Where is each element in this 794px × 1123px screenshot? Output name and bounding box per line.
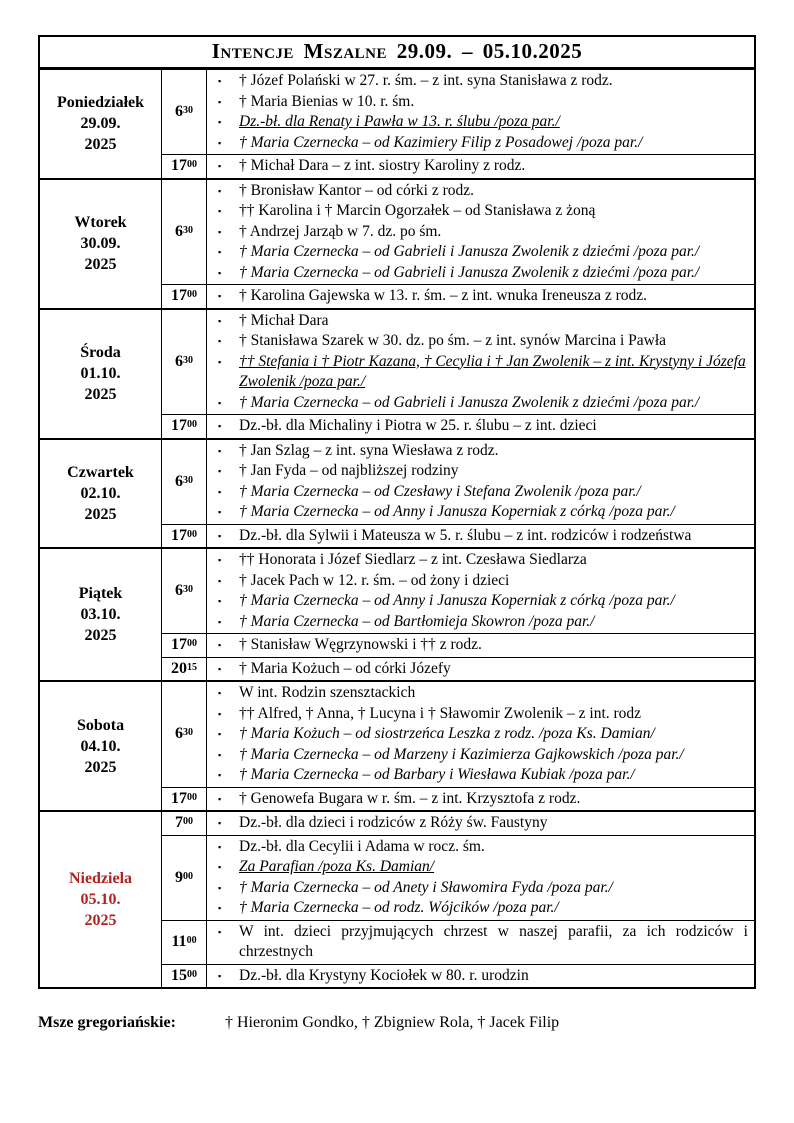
intentions-cell [207,180,754,285]
bullet-icon: ▪ [218,862,222,872]
time-hour: 9 [175,868,183,886]
time-slot-row [162,180,754,285]
time-slots [162,180,754,308]
time-minutes: 00 [187,791,197,803]
intention-item [215,789,748,810]
intentions-cell [207,921,754,964]
intention-text: † Maria Czernecka – od Barbary i Wiesława Kubiak /poza par./ [239,766,635,783]
bullet-icon: ▪ [218,247,222,257]
day-date: 30.09. [80,235,121,252]
intention-item [215,393,748,414]
time-cell [162,155,207,178]
time-cell [162,836,207,920]
intention-item [215,683,748,704]
day-row [40,680,754,810]
intention-text: †† Honorata i Józef Siedlarz – z int. Czesława Siedlarza [239,551,587,568]
day-cell [40,549,162,680]
bullet-icon: ▪ [218,749,222,760]
day-cell [40,310,162,438]
intention-item [215,416,748,437]
intention-item [215,502,748,523]
time-hour: 7 [175,814,183,832]
intention-text: † Jacek Pach w 12. r. śm. – od żony i dzieci [239,571,510,589]
time-slot-row [162,812,754,835]
time-cell [162,658,207,681]
intention-item [215,659,748,680]
day-name: Niedziela [68,870,133,887]
intention-text: † Bronisław Kantor – od córki z rodz. [239,181,475,199]
bullet-icon: ▪ [218,903,222,913]
day-row [40,547,754,680]
intention-item [215,724,748,745]
bullet-icon: ▪ [218,267,222,278]
intention-item [215,286,748,307]
intention-item [215,201,748,222]
intentions-cell [207,682,754,787]
time-hour: 20 [171,659,187,677]
intention-text: †† Stefania i † Piotr Kazana, † Cecylia i † Jan Zwolenik – z int. Krystyny i Józefa Zwolenik /poza par./ [239,352,746,390]
intentions-cell [207,70,754,154]
time-hour: 6 [175,725,183,743]
bullet-icon: ▪ [218,185,222,196]
intentions-cell [207,658,754,681]
day-date: 03.10. [80,606,121,623]
intention-text: Dz.-bł. dla Renaty i Pawła w 13. r. ślubu /poza par./ [239,113,560,130]
time-minutes: 00 [187,419,197,431]
intentions-cell [207,965,754,988]
intention-item [215,571,748,592]
intention-text: † Jan Szlag – z int. syna Wiesława z rodz. [239,441,499,459]
time-slot-row [162,657,754,681]
day-row [40,308,754,438]
time-cell [162,682,207,787]
bullet-icon: ▪ [218,206,222,216]
bullet-icon: ▪ [218,688,222,698]
intention-text: † Maria Kożuch – od córki Józefy [239,659,451,677]
time-cell [162,525,207,548]
time-slot-row [162,549,754,633]
bullet-icon: ▪ [218,486,222,497]
intention-text: Dz.-bł. dla Krystyny Kociołek w 80. r. urodzin [239,966,529,984]
intention-item [215,222,748,243]
intention-item [215,92,748,113]
bullet-icon: ▪ [218,315,222,326]
intention-text: Dz.-bł. dla dzieci i rodziców z Róży św. Faustyny [239,814,548,831]
intention-text: †† Alfred, † Anna, † Lucyna i † Sławomir Zwolenik – z int. rodz [239,704,642,722]
time-cell [162,965,207,988]
bullet-icon: ▪ [218,555,222,565]
time-cell [162,440,207,524]
intention-text: † Maria Czernecka – od Kazimiery Filip z Posadowej /poza par./ [239,133,643,151]
bullet-icon: ▪ [218,530,222,541]
time-cell [162,921,207,964]
day-date: 05.10. [80,891,121,908]
intention-item [215,704,748,725]
time-minutes: 00 [187,968,197,980]
intention-item [215,898,748,919]
intention-item [215,550,748,571]
bullet-icon: ▪ [218,970,222,981]
time-hour: 17 [171,789,187,807]
time-hour: 6 [175,103,183,120]
intention-text: † Maria Czernecka – od Anety i Sławomira Fyda /poza par./ [239,878,613,896]
time-minutes: 00 [187,528,197,540]
time-minutes: 30 [183,584,193,595]
time-minutes: 00 [183,816,193,828]
time-slot-row [162,835,754,920]
bullet-icon: ▪ [218,793,222,804]
bullet-icon: ▪ [218,137,222,148]
intention-item [215,878,748,899]
bullet-icon: ▪ [218,818,222,828]
intention-text: Dz.-bł. dla Michaliny i Piotra w 25. r. ślubu – z int. dzieci [239,417,597,434]
intentions-cell [207,634,754,657]
bullet-icon: ▪ [218,226,222,237]
time-minutes: 00 [186,935,197,946]
time-minutes: 30 [183,727,193,739]
intention-item [215,813,748,834]
intention-text: † Karolina Gajewska w 13. r. śm. – z int. wnuka Ireneusza z rodz. [239,287,648,304]
intention-text: Dz.-bł. dla Cecylii i Adama w rocz. śm. [239,837,485,855]
intentions-cell [207,525,754,548]
day-year: 2025 [84,136,117,154]
intention-item [215,263,748,284]
time-hour: 6 [175,582,183,599]
time-minutes: 30 [183,474,193,486]
day-date: 01.10. [80,365,121,382]
intention-item [215,745,748,766]
intention-item [215,352,748,393]
day-year: 2025 [84,627,117,644]
intention-item [215,922,748,963]
time-slot-row [162,414,754,438]
intention-text: † Maria Czernecka – od Bartłomieja Skowron /poza par./ [239,612,595,630]
intention-text: † Andrzej Jarząb w 7. dz. po śm. [239,222,442,240]
gregorian-masses-names: † Hieronim Gondko, † Zbigniew Rola, † Jacek Filip [225,1014,560,1031]
intention-item [215,966,748,987]
time-slot-row [162,440,754,524]
time-cell [162,180,207,285]
bullet-icon: ▪ [218,117,222,127]
intentions-cell [207,415,754,438]
intention-text: † Michał Dara [239,311,329,329]
time-minutes: 30 [183,354,193,366]
time-slot-row [162,633,754,657]
intention-item [215,635,748,656]
intentions-cell [207,440,754,524]
intention-text: † Maria Czernecka – od Marzeny i Kazimierza Gajkowskich /poza par./ [239,745,684,763]
intention-item [215,311,748,332]
time-cell [162,549,207,633]
mass-intentions-table [38,68,756,989]
bullet-icon: ▪ [218,663,222,674]
intention-text: † Michał Dara – z int. siostry Karoliny z rodz. [239,157,526,174]
time-slot-row [162,524,754,548]
time-hour: 6 [175,222,183,240]
intention-item [215,837,748,858]
intention-item [215,156,748,177]
day-date: 04.10. [80,737,121,755]
intention-item [215,765,748,786]
page-title: Intencje Mszalne 29.09. – 05.10.2025 [38,35,756,69]
intention-text: † Maria Czernecka – od rodz. Wójcików /poza par./ [239,899,559,916]
intention-text: † Józef Polański w 27. r. śm. – z int. syna Stanisława z rodz. [239,72,613,89]
time-minutes: 30 [183,105,193,116]
time-cell [162,634,207,657]
time-slots [162,440,754,548]
day-year: 2025 [84,386,117,403]
time-hour: 6 [175,472,183,490]
intention-text: †† Karolina i † Marcin Ogorzałek – od Stanisława z żoną [239,202,596,219]
intention-text: † Maria Kożuch – od siostrzeńca Leszka z rodz. /poza Ks. Damian/ [239,725,655,742]
gregorian-masses-label: Msze gregoriańskie: [38,1014,176,1031]
day-cell [40,70,162,178]
time-hour: 17 [171,417,187,435]
intention-text: † Maria Bienias w 10. r. śm. [239,92,415,110]
intention-item [215,71,748,92]
time-cell [162,310,207,415]
time-slots [162,70,754,178]
intentions-cell [207,310,754,415]
day-cell [40,682,162,810]
day-name: Sobota [76,716,125,734]
bullet-icon: ▪ [218,356,222,367]
intention-item [215,461,748,482]
intention-text: † Maria Czernecka – od Czesławy i Stefana Zwolenik /poza par./ [239,482,641,500]
time-slot-row [162,154,754,178]
time-slot-row [162,920,754,964]
day-cell [40,440,162,548]
time-slots [162,310,754,438]
time-slot-row [162,964,754,988]
bullet-icon: ▪ [218,161,222,171]
intention-item [215,181,748,202]
time-minutes: 00 [187,159,197,171]
bullet-icon: ▪ [218,336,222,346]
time-hour: 17 [171,157,187,175]
time-slot-row [162,284,754,308]
day-row [40,810,754,987]
intention-item [215,112,748,133]
bullet-icon: ▪ [218,841,222,852]
time-minutes: 15 [187,661,197,673]
intention-text: W int. dzieci przyjmujących chrzest w naszej parafii, za ich rodziców i chrzestnych [239,922,748,960]
day-name: Poniedziałek [56,94,145,112]
intention-text: † Jan Fyda – od najbliższej rodziny [239,462,459,479]
intention-text: W int. Rodzin szensztackich [239,684,416,701]
intentions-cell [207,836,754,920]
day-row [40,178,754,308]
day-name: Wtorek [74,214,127,231]
day-row [40,70,754,178]
bullet-icon: ▪ [218,291,222,301]
day-cell [40,180,162,308]
day-date: 29.09. [80,115,121,133]
day-year: 2025 [84,505,117,523]
day-name: Środa [80,344,121,361]
bullet-icon: ▪ [218,466,222,476]
intention-item [215,591,748,612]
time-cell [162,415,207,438]
time-minutes: 00 [183,870,193,882]
day-year: 2025 [84,758,117,776]
intention-text: † Stanisław Węgrzynowski i †† z rodz. [239,636,482,653]
intention-text: † Maria Czernecka – od Gabrieli i Janusza Zwolenik z dziećmi /poza par./ [239,393,700,411]
bullet-icon: ▪ [218,708,222,719]
time-hour: 17 [171,526,187,544]
time-cell [162,812,207,835]
bullet-icon: ▪ [218,575,222,586]
bullet-icon: ▪ [218,640,222,650]
bullet-icon: ▪ [218,76,222,86]
time-slot-row [162,310,754,415]
intentions-cell [207,285,754,308]
bullet-icon: ▪ [218,770,222,780]
bullet-icon: ▪ [218,96,222,107]
bullet-icon: ▪ [218,397,222,408]
time-cell [162,70,207,154]
bullet-icon: ▪ [218,729,222,739]
intention-text: † Stanisława Szarek w 30. dz. po śm. – z int. synów Marcina i Pawła [239,332,667,349]
time-slots [162,549,754,680]
bullet-icon: ▪ [218,507,222,517]
intention-text: † Maria Czernecka – od Gabrieli i Janusza Zwolenik z dziećmi /poza par./ [239,243,700,260]
intention-text: † Genowefa Bugara w r. śm. – z int. Krzysztofa z rodz. [239,789,581,807]
time-hour: 11 [171,933,187,950]
time-hour: 17 [171,636,187,654]
time-minutes: 30 [183,224,193,236]
time-slot-row [162,682,754,787]
day-name: Czwartek [67,463,134,481]
intention-item [215,857,748,878]
intention-item [215,526,748,547]
time-cell [162,285,207,308]
bullet-icon: ▪ [218,616,222,627]
intentions-cell [207,549,754,633]
time-minutes: 00 [187,289,197,301]
time-slot-row [162,70,754,154]
bullet-icon: ▪ [218,596,222,606]
intention-item [215,441,748,462]
day-row [40,438,754,548]
bullet-icon: ▪ [218,445,222,456]
gregorian-masses-footer [38,1013,756,1033]
time-hour: 15 [171,966,187,984]
day-year: 2025 [84,912,117,929]
time-hour: 6 [175,352,183,370]
intention-item [215,133,748,154]
time-cell [162,788,207,811]
bullet-icon: ▪ [218,926,222,937]
time-hour: 17 [171,287,187,305]
intention-text: † Maria Czernecka – od Anny i Janusza Koperniak z córką /poza par./ [239,503,675,520]
intention-item [215,331,748,352]
intentions-cell [207,788,754,811]
time-slot-row [162,787,754,811]
intention-text: † Maria Czernecka – od Anny i Janusza Koperniak z córką /poza par./ [239,592,675,609]
intention-text: Za Parafian /poza Ks. Damian/ [239,858,435,875]
bullet-icon: ▪ [218,882,222,893]
intention-item [215,482,748,503]
intention-text: † Maria Czernecka – od Gabrieli i Janusza Zwolenik z dziećmi /poza par./ [239,263,700,281]
intention-text: Dz.-bł. dla Sylwii i Mateusza w 5. r. ślubu – z int. rodziców i rodzeństwa [239,526,692,544]
day-name: Piątek [78,585,123,602]
intentions-cell [207,155,754,178]
intention-item [215,612,748,633]
time-minutes: 00 [187,638,197,650]
time-slots [162,812,754,987]
time-slots [162,682,754,810]
intention-item [215,242,748,263]
bullet-icon: ▪ [218,421,222,431]
intentions-cell [207,812,754,835]
day-cell [40,812,162,987]
day-year: 2025 [84,256,117,273]
day-date: 02.10. [80,484,121,502]
